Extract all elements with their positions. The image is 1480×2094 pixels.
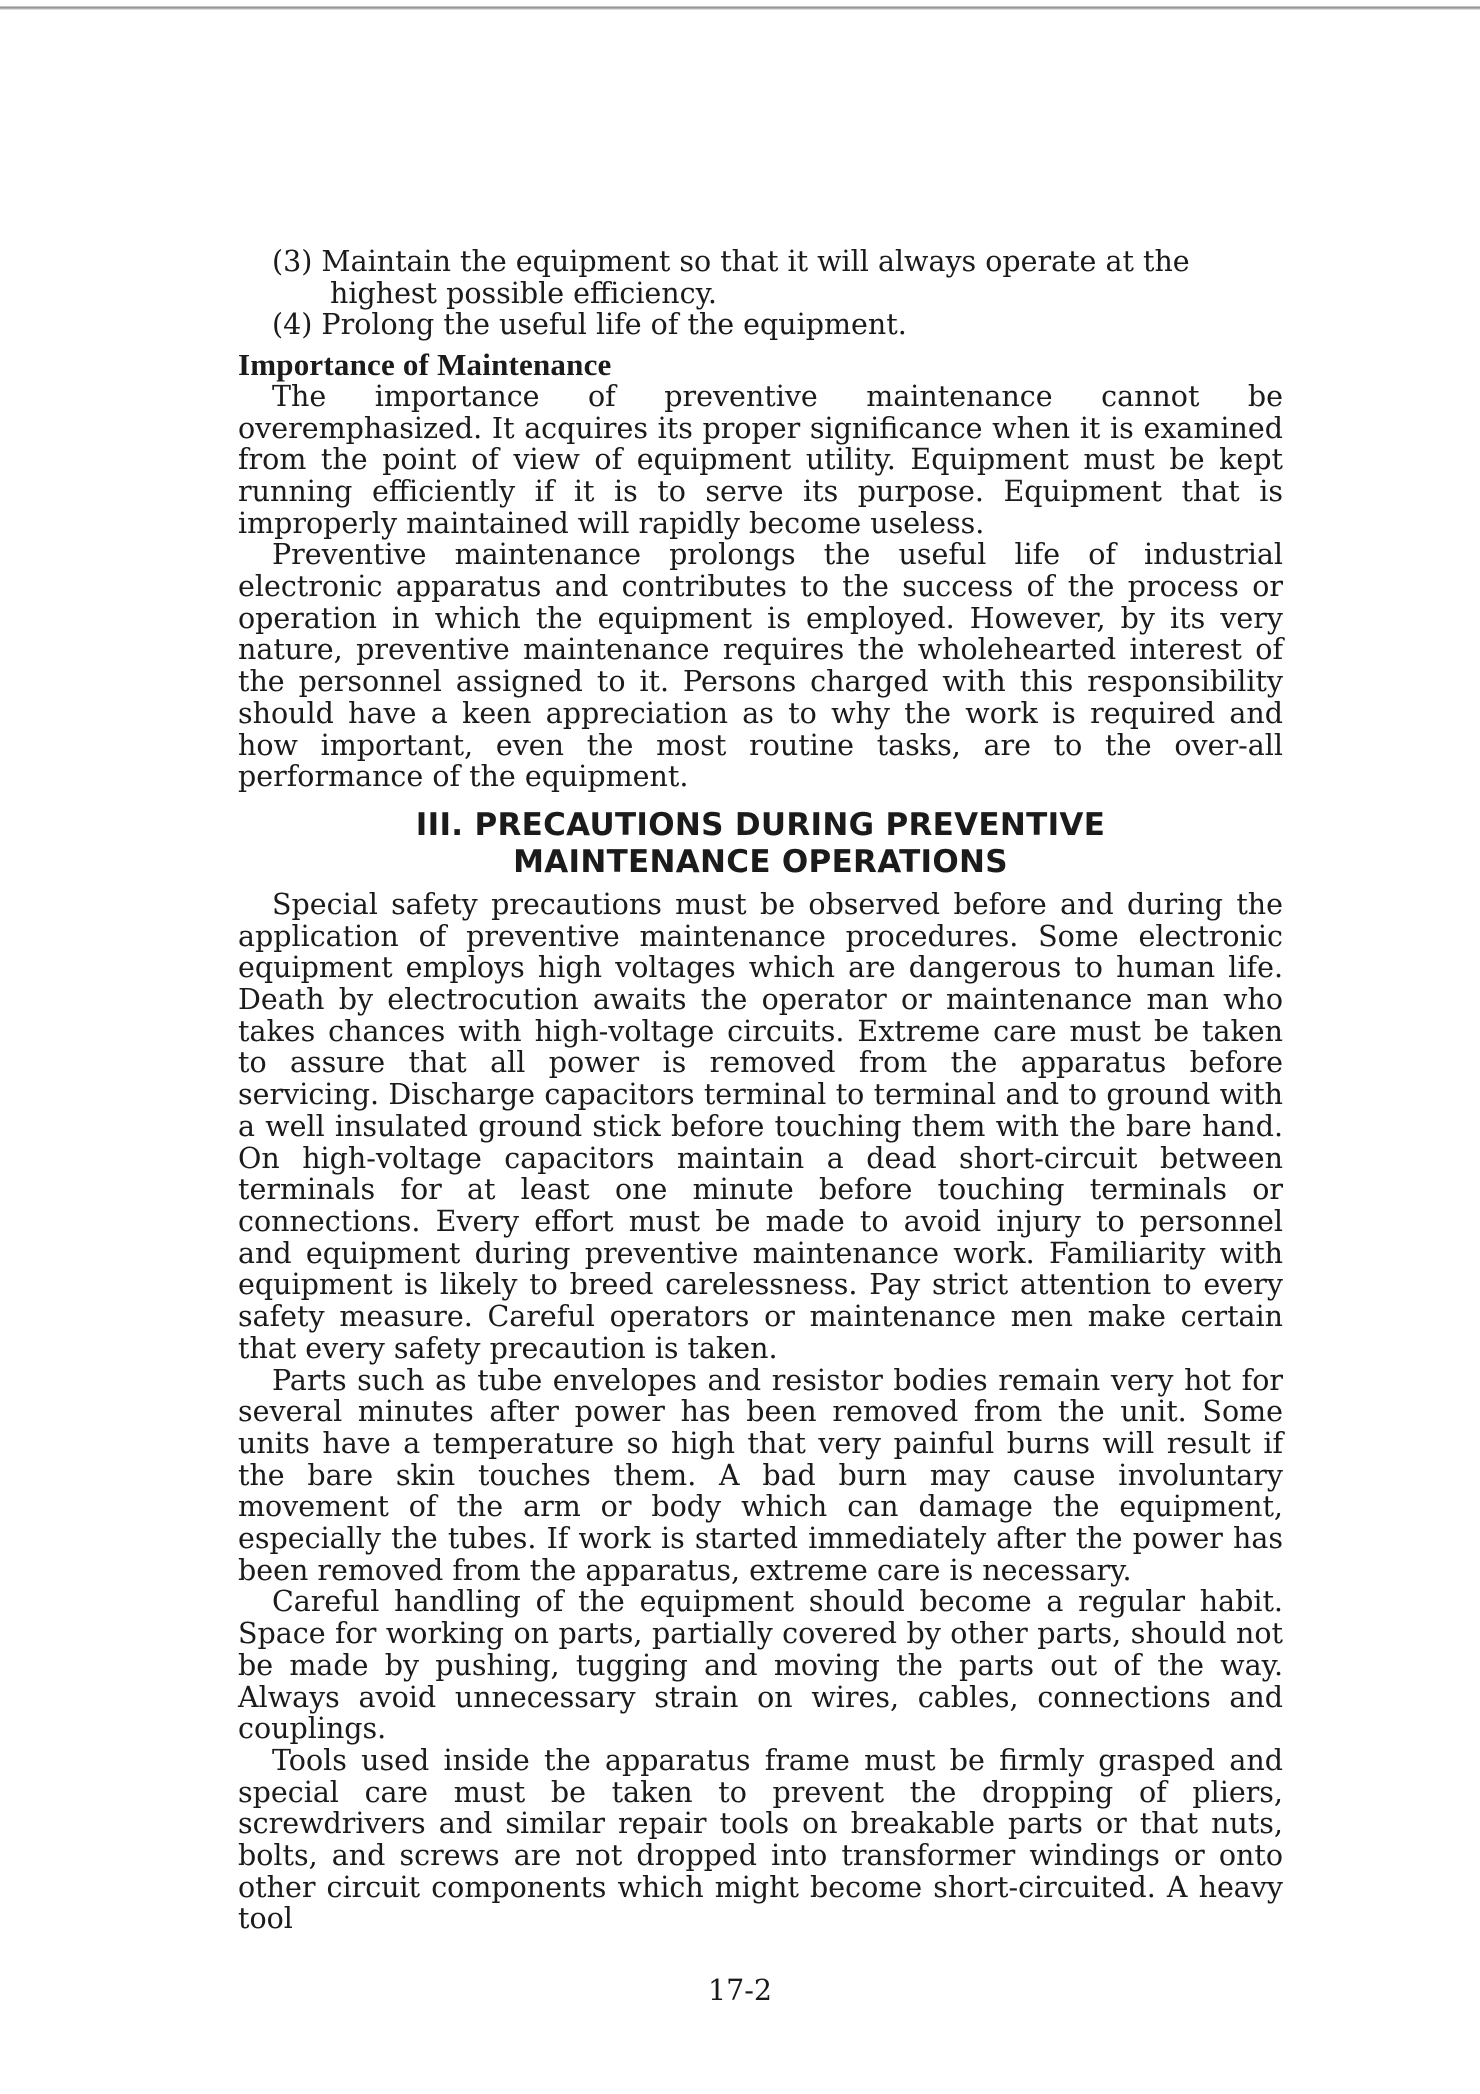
paragraph: Tools used inside the apparatus frame must be firmly grasped and special care must be taken to prevent the dropping of pliers, screwdrivers and similar repair tools on breakable parts or that nuts, bolts, and screws are not dropped into transformer windings or onto other circuit components which might become short-circuited. A heavy tool xyxy=(238,1743,1283,1936)
paragraph: Preventive maintenance prolongs the useful life of industrial electronic apparatus and contributes to the success of the process or operation in which the equipment is employed. However, by its very nature, preventive maintenance requires the wholehearted interest of the personnel assigned to it. Persons charged with this responsibility should have a keen appreciation as to why the work is required and how important, even the most routine tasks, are to the over-all performance of the equipment. xyxy=(238,538,1283,794)
paragraph: The importance of preventive maintenance cannot be overemphasized. It acquires its proper significance when it is examined from the point of view of equipment utility. Equipment must be kept running efficiently if it is to serve its purpose. Equipment that is improperly maintained will rapidly become useless. xyxy=(238,379,1283,540)
section-heading-precautions xyxy=(238,807,1283,881)
list-item-3: (3) Maintain the equipment so that it will always operate at the highest possible efficiency. xyxy=(272,245,1190,310)
paragraph: Parts such as tube envelopes and resistor bodies remain very hot for several minutes after power has been removed from the unit. Some units have a temperature so high that very painful burns will result if the bare skin touches them. A bad burn may cause involuntary movement of the arm or body which can damage the equipment, especially the tubes. If work is started immediately after the power has been removed from the apparatus, extreme care is necessary. xyxy=(238,1363,1283,1587)
section-heading-importance: Importance of Maintenance xyxy=(238,347,612,383)
paragraph: Special safety precautions must be observed before and during the application of preventive maintenance procedures. Some electronic equipment employs high voltages which are dangerous to human life. Death by electrocution awaits the operator or maintenance man who takes chances with high-voltage circuits. Extreme care must be taken to assure that all power is removed from the apparatus before servicing. Discharge capacitors terminal to terminal and to ground with a well insulated ground stick before touching them with the bare hand. On high-voltage capacitors maintain a dead short-circuit between terminals for at least one minute before touching terminals or connections. Every effort must be made to avoid injury to personnel and equipment during preventive maintenance work. Familiarity with equipment is likely to breed carelessness. Pay strict attention to every safety measure. Careful operators or maintenance men make certain that every safety precaution is taken. xyxy=(238,887,1283,1365)
page-body xyxy=(238,246,1283,1935)
section-heading-line-1: III. PRECAUTIONS DURING PREVENTIVE xyxy=(415,806,1106,843)
page-number: 17-2 xyxy=(707,1974,773,2007)
paragraph: Careful handling of the equipment should become a regular habit. Space for working on parts, partially covered by other parts, should not be made by pushing, tugging and moving the parts out of the way. Always avoid unnecessary strain on wires, cables, connections and couplings. xyxy=(238,1585,1283,1746)
list-item-4: (4) Prolong the useful life of the equipment. xyxy=(272,308,907,342)
scan-edge-rule xyxy=(0,0,1480,10)
section-heading-line-2: MAINTENANCE OPERATIONS xyxy=(513,843,1008,880)
